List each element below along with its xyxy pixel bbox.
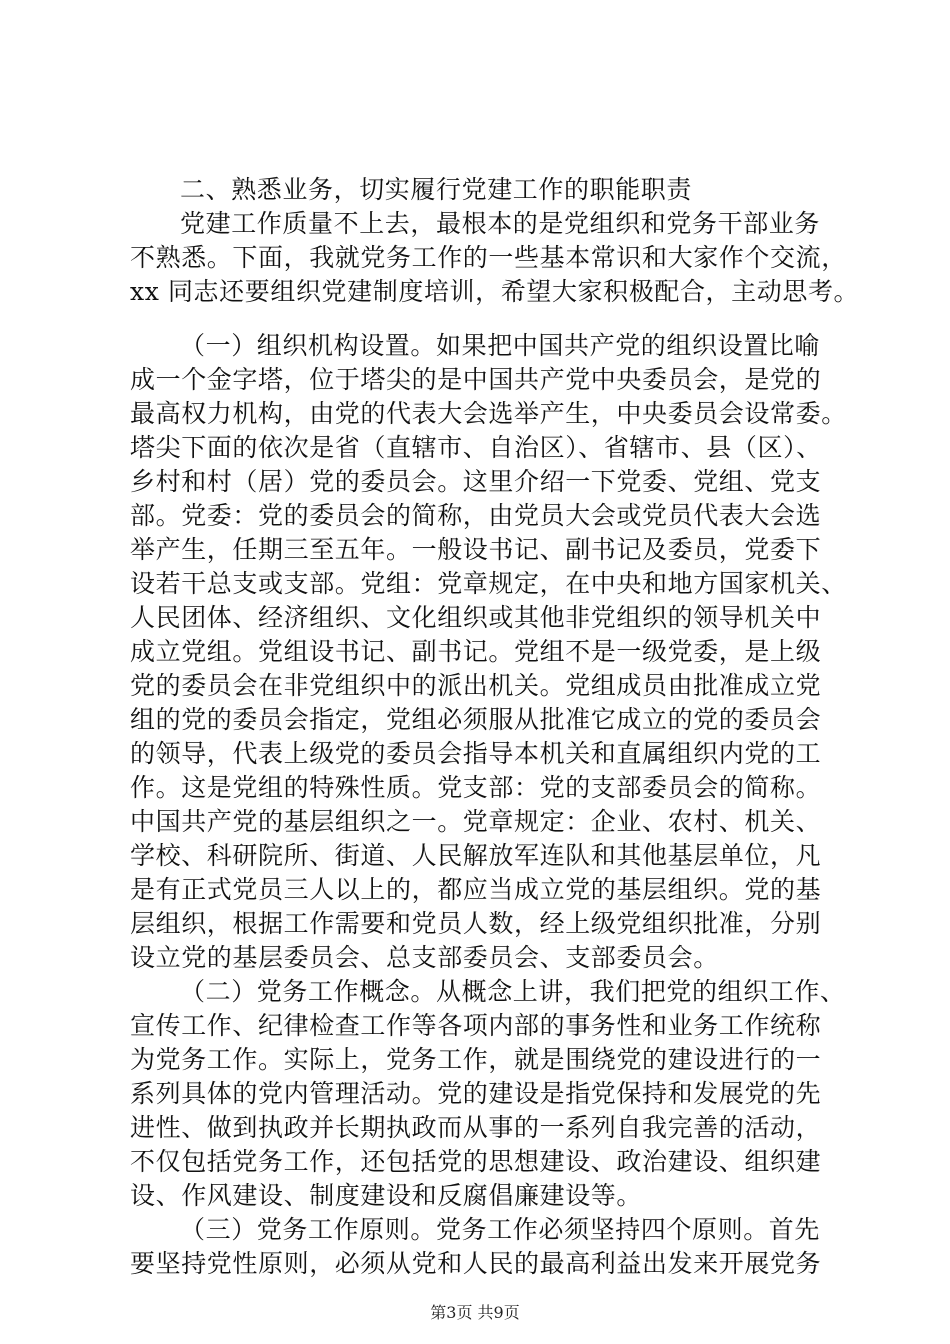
para1-line: 人民团体、经济组织、文化组织或其他非党组织的领导机关中 [130,603,822,632]
para1-line: 塔尖下面的依次是省（直辖市、自治区）、省辖市、县（区）、 [130,433,822,462]
para2-line: 为党务工作。实际上，党务工作，就是围绕党的建设进行的一 [130,1045,822,1074]
page-number: 第3页 共9页 [430,1303,520,1322]
para2-line: 进性、做到执政并长期执政而从事的一系列自我完善的活动， [130,1113,822,1142]
para1-line: 设若干总支或支部。党组：党章规定，在中央和地方国家机关、 [130,569,847,598]
para1-line: 中国共产党的基层组织之一。党章规定：企业、农村、机关、 [130,807,822,836]
para1-line: 乡村和村（居）党的委员会。这里介绍一下党委、党组、党支 [130,467,822,496]
para1-line: 举产生，任期三至五年。一般设书记、副书记及委员，党委下 [130,535,822,564]
para1-line: 的领导，代表上级党的委员会指导本机关和直属组织内党的工 [130,739,822,768]
para1-line: 学校、科研院所、街道、人民解放军连队和其他基层单位，凡 [130,841,822,870]
intro-line: xx 同志还要组织党建制度培训，希望大家积极配合，主动思考。 [130,277,860,306]
para1-line: 党的委员会在非党组织中的派出机关。党组成员由批准成立党 [130,671,822,700]
para1-line: 成立党组。党组设书记、副书记。党组不是一级党委，是上级 [130,637,822,666]
para1-line: （一）组织机构设置。如果把中国共产党的组织设置比喻 [180,331,821,360]
para2-line: 宣传工作、纪律检查工作等各项内部的事务性和业务工作统称 [130,1011,822,1040]
para1-line: 层组织，根据工作需要和党员人数，经上级党组织批准，分别 [130,909,822,938]
section-heading: 二、熟悉业务，切实履行党建工作的职能职责 [180,175,693,204]
para3-line: 要坚持党性原则，必须从党和人民的最高利益出发来开展党务 [130,1249,822,1278]
para2-line: 系列具体的党内管理活动。党的建设是指党保持和发展党的先 [130,1079,822,1108]
intro-line: 党建工作质量不上去，最根本的是党组织和党务干部业务 [180,209,821,238]
para1-line: 设立党的基层委员会、总支部委员会、支部委员会。 [130,943,719,972]
para2-line: 设、作风建设、制度建设和反腐倡廉建设等。 [130,1181,643,1210]
para1-line: 作。这是党组的特殊性质。党支部：党的支部委员会的简称。 [130,773,822,802]
para3-line: （三）党务工作原则。党务工作必须坚持四个原则。首先 [180,1215,821,1244]
intro-line: 不熟悉。下面，我就党务工作的一些基本常识和大家作个交流， [130,243,847,272]
para1-line: 是有正式党员三人以上的，都应当成立党的基层组织。党的基 [130,875,822,904]
para1-line: 组的党的委员会指定，党组必须服从批准它成立的党的委员会 [130,705,822,734]
para1-line: 最高权力机构，由党的代表大会选举产生，中央委员会设常委。 [130,399,847,428]
para1-line: 成一个金字塔，位于塔尖的是中国共产党中央委员会，是党的 [130,365,822,394]
para2-line: （二）党务工作概念。从概念上讲，我们把党的组织工作、 [180,977,846,1006]
para2-line: 不仅包括党务工作，还包括党的思想建设、政治建设、组织建 [130,1147,822,1176]
para1-line: 部。党委：党的委员会的简称，由党员大会或党员代表大会选 [130,501,822,530]
